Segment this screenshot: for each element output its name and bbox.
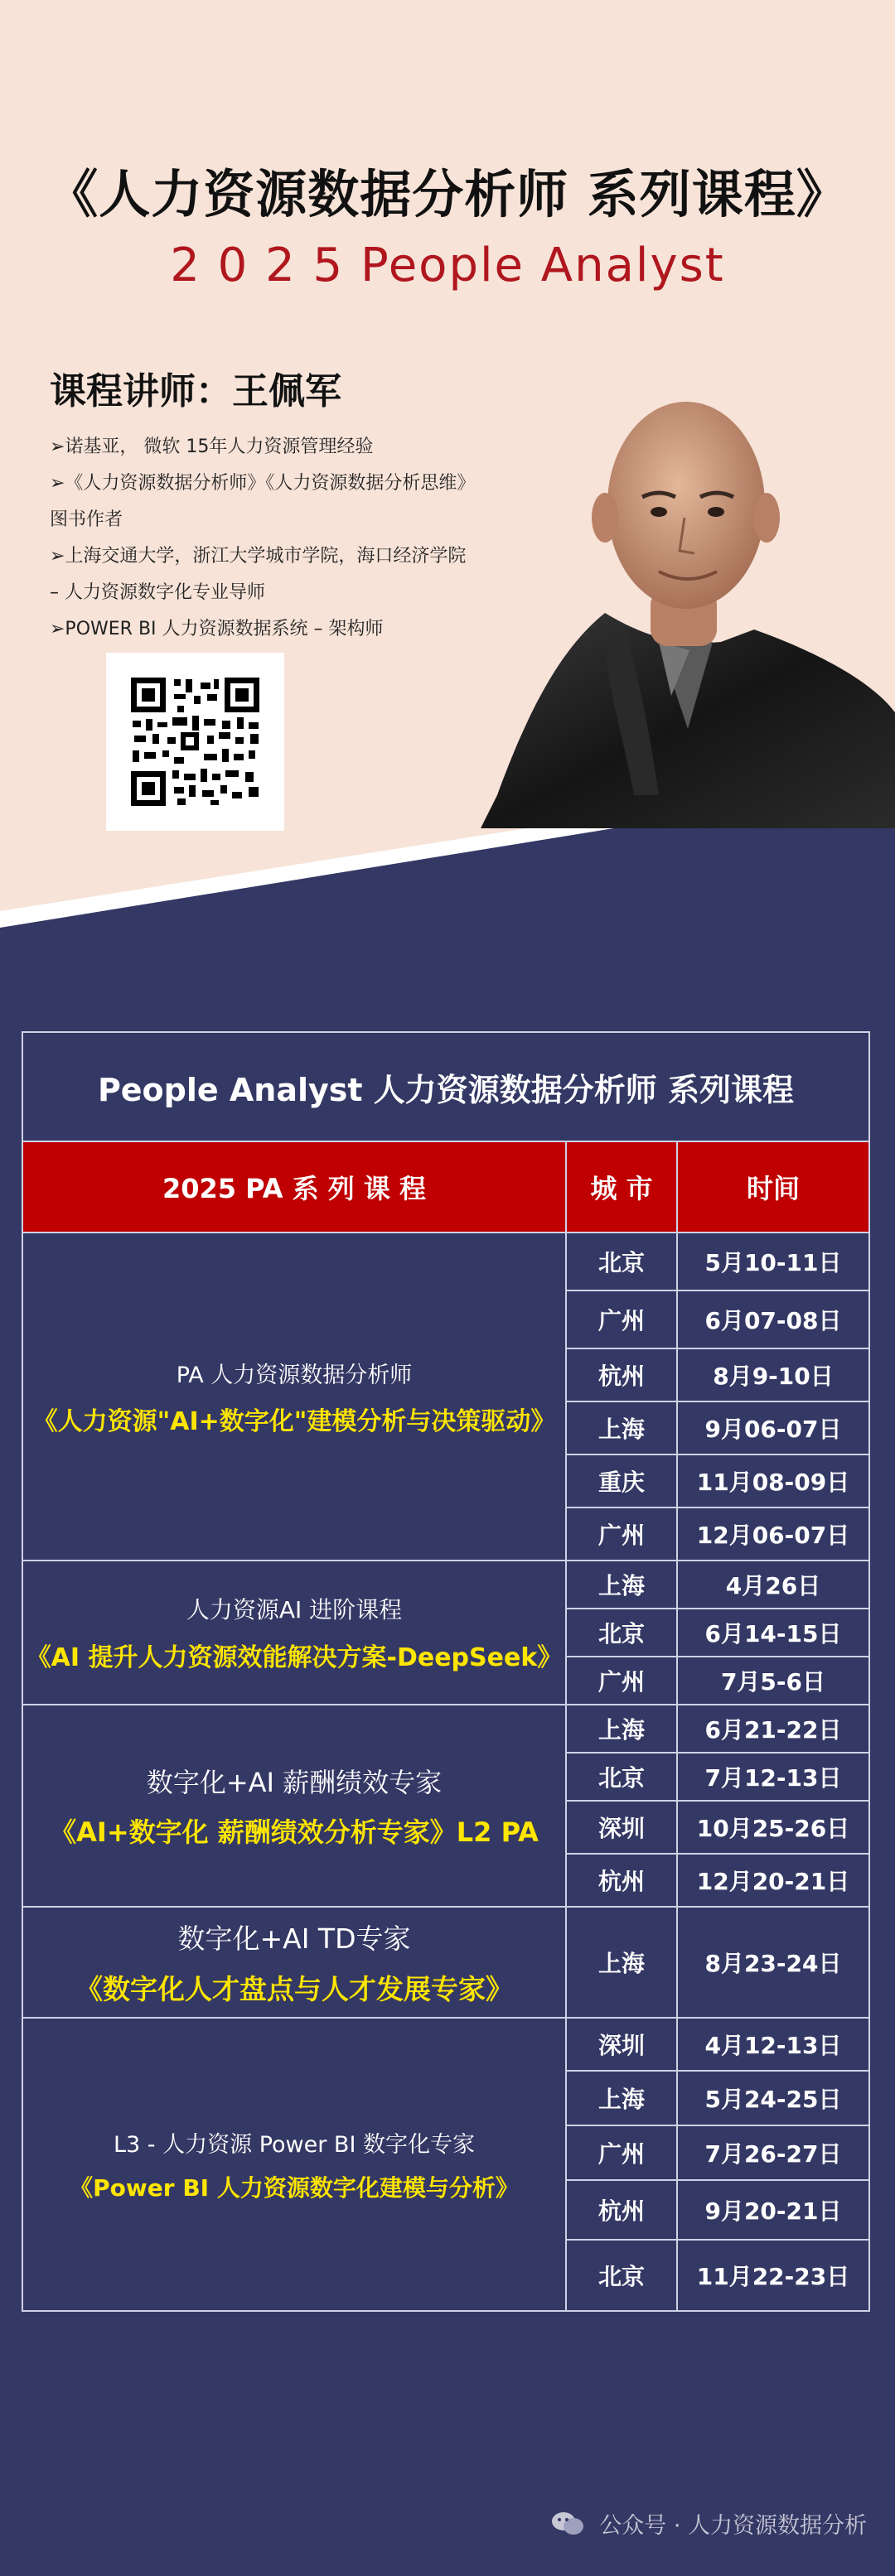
date-cell: 7月5-6日 <box>677 1657 869 1705</box>
instructor-heading: 课程讲师：王佩军 <box>50 370 341 412</box>
bio-line: ➢POWER BI 人力资源数据系统 – 架构师 <box>50 619 384 639</box>
bio-line: – 人力资源数字化专业导师 <box>50 582 265 603</box>
instructor-bio <box>50 429 555 648</box>
course-title: 《数字化人才盘点与人才发展专家》 <box>75 1973 513 2005</box>
city-cell: 上海 <box>566 1401 677 1454</box>
course-level-label: 数字化+AI TD专家 <box>177 1922 411 1955</box>
city-cell: 上海 <box>566 2071 677 2125</box>
city-cell: 杭州 <box>566 1348 677 1401</box>
city-cell: 广州 <box>566 2125 677 2180</box>
bio-line: 图书作者 <box>50 509 123 530</box>
column-header-city: 城 市 <box>566 1141 677 1233</box>
city-cell: 广州 <box>566 1657 677 1705</box>
date-cell: 9月06-07日 <box>677 1401 869 1454</box>
date-cell: 6月07-08日 <box>677 1290 869 1348</box>
date-cell: 5月24-25日 <box>677 2071 869 2125</box>
course-name-cell <box>22 2018 566 2311</box>
date-cell: 12月06-07日 <box>677 1507 869 1561</box>
qr-code[interactable] <box>106 653 284 831</box>
course-level-label: 数字化+AI 薪酬绩效专家 <box>146 1767 443 1798</box>
city-cell: 上海 <box>566 1705 677 1753</box>
city-cell: 深圳 <box>566 2018 677 2071</box>
bio-line: ➢上海交通大学，浙江大学城市学院，海口经济学院 <box>50 546 467 567</box>
instructor-portrait <box>481 364 895 828</box>
table-row <box>22 1233 869 1290</box>
date-cell: 11月08-09日 <box>677 1454 869 1507</box>
course-name-cell <box>22 1233 566 1561</box>
city-cell: 广州 <box>566 1507 677 1561</box>
column-header-course: 2025 PA 系 列 课 程 <box>22 1141 566 1233</box>
table-row <box>22 1561 869 1609</box>
date-cell: 7月26-27日 <box>677 2125 869 2180</box>
date-cell: 8月9-10日 <box>677 1348 869 1401</box>
course-level-label: 人力资源AI 进阶课程 <box>186 1596 403 1623</box>
course-name-cell <box>22 1907 566 2018</box>
city-cell: 重庆 <box>566 1454 677 1507</box>
bio-line: ➢诺基亚， 微软 15年人力资源管理经验 <box>50 437 374 457</box>
city-cell: 广州 <box>566 1290 677 1348</box>
date-cell: 4月26日 <box>677 1561 869 1609</box>
city-cell: 北京 <box>566 1753 677 1801</box>
date-cell: 10月25-26日 <box>677 1801 869 1854</box>
date-cell: 12月20-21日 <box>677 1854 869 1907</box>
course-level-label: L3 - 人力资源 Power BI 数字化专家 <box>114 2131 475 2158</box>
course-schedule-table <box>22 1031 870 2312</box>
city-cell: 上海 <box>566 1561 677 1609</box>
city-cell: 北京 <box>566 1609 677 1657</box>
date-cell: 4月12-13日 <box>677 2018 869 2071</box>
date-cell: 9月20-21日 <box>677 2180 869 2240</box>
course-name-cell <box>22 1561 566 1705</box>
footer-watermark <box>551 2507 867 2543</box>
city-cell: 杭州 <box>566 2180 677 2240</box>
page-subtitle: 2 0 2 5 People Analyst <box>170 239 725 292</box>
date-cell: 6月14-15日 <box>677 1609 869 1657</box>
course-level-label: PA 人力资源数据分析师 <box>176 1362 413 1388</box>
date-cell: 8月23-24日 <box>677 1907 869 2018</box>
course-title: 《AI+数字化 薪酬绩效分析专家》L2 PA <box>50 1816 539 1848</box>
course-title: 《AI 提升人力资源效能解决方案-DeepSeek》 <box>26 1643 563 1672</box>
city-cell: 北京 <box>566 1233 677 1290</box>
city-cell: 杭州 <box>566 1854 677 1907</box>
qr-code-icon <box>131 678 259 806</box>
course-name-cell <box>22 1705 566 1907</box>
date-cell: 6月21-22日 <box>677 1705 869 1753</box>
table-row <box>22 1705 869 1753</box>
city-cell: 上海 <box>566 1907 677 2018</box>
watermark-text: 公众号 · 人力资源数据分析 <box>599 2513 867 2539</box>
city-cell: 深圳 <box>566 1801 677 1854</box>
course-title: 《人力资源"AI+数字化"建模分析与决策驱动》 <box>32 1406 556 1436</box>
table-row <box>22 1907 869 2018</box>
page-title: 《人力资源数据分析师 系列课程》 <box>46 164 849 224</box>
date-cell: 11月22-23日 <box>677 2240 869 2311</box>
bio-line: ➢《人力资源数据分析师》《人力资源数据分析思维》 <box>50 473 476 494</box>
column-header-time: 时间 <box>677 1141 869 1233</box>
date-cell: 5月10-11日 <box>677 1233 869 1290</box>
course-title: 《Power BI 人力资源数字化建模与分析》 <box>70 2173 519 2202</box>
person-photo-icon <box>481 364 895 828</box>
city-cell: 北京 <box>566 2240 677 2311</box>
table-title: People Analyst 人力资源数据分析师 系列课程 <box>22 1032 869 1141</box>
table-row <box>22 2018 869 2071</box>
wechat-icon <box>551 2511 584 2543</box>
date-cell: 7月12-13日 <box>677 1753 869 1801</box>
